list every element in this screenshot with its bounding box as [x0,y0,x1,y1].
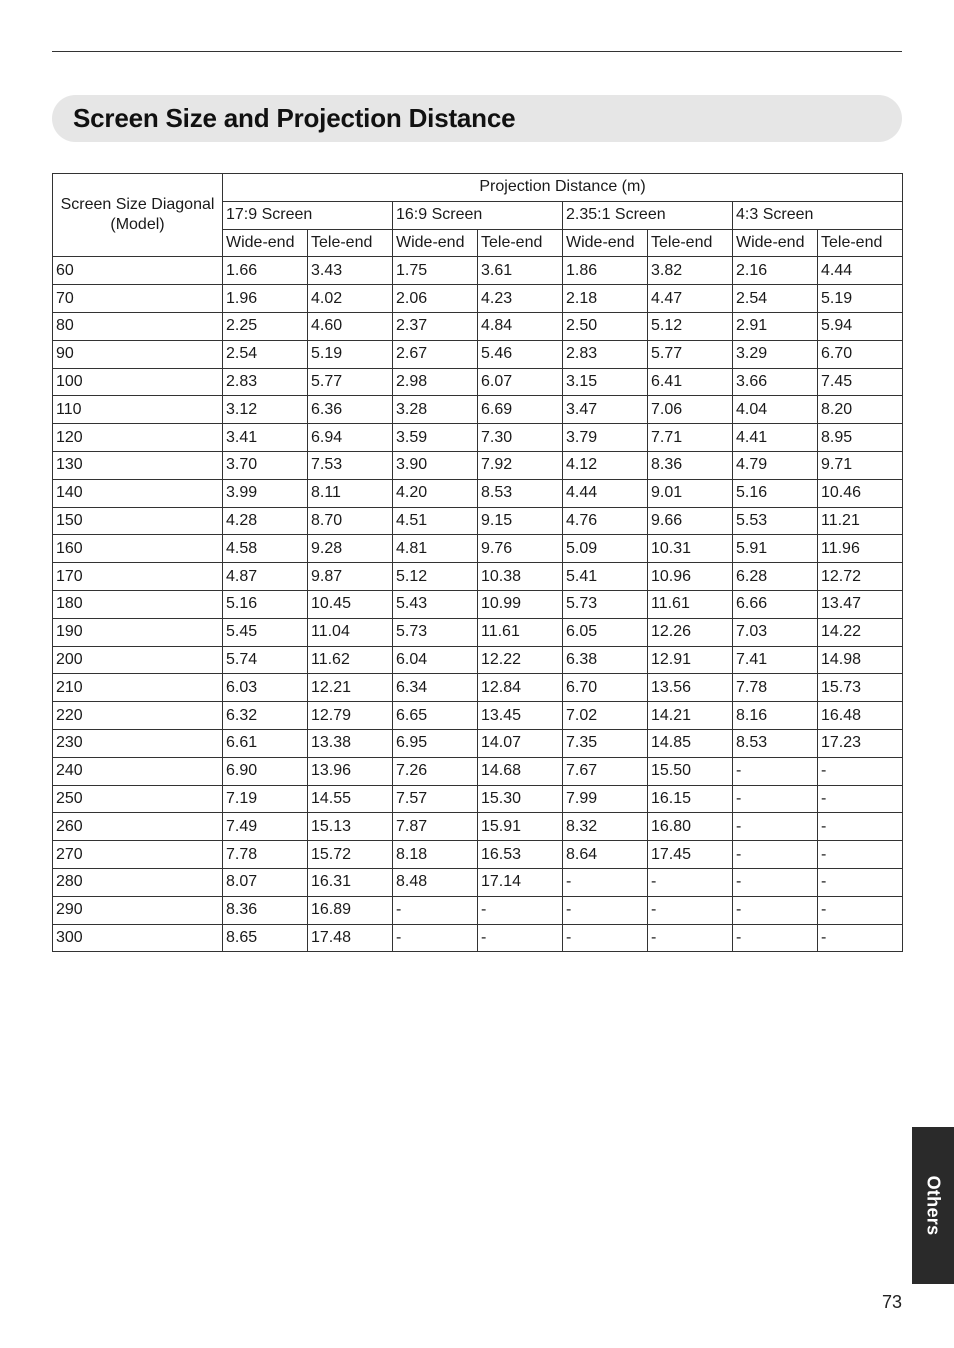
distance-cell: 4.20 [393,479,478,507]
distance-cell: 3.99 [223,479,308,507]
group-header-projection-distance: Projection Distance (m) [223,174,903,202]
distance-cell: 4.41 [733,424,818,452]
distance-cell: 6.28 [733,563,818,591]
distance-cell: 17.45 [648,841,733,869]
distance-cell: 4.12 [563,451,648,479]
screen-size-cell: 230 [53,729,223,757]
distance-cell: 5.19 [308,340,393,368]
distance-cell: 6.61 [223,729,308,757]
distance-cell: 8.18 [393,841,478,869]
screen-size-cell: 170 [53,563,223,591]
distance-cell: 15.72 [308,841,393,869]
table-row [53,841,903,869]
distance-cell: 3.43 [308,257,393,285]
distance-cell: 16.53 [478,841,563,869]
distance-cell: - [733,896,818,924]
table-row [53,785,903,813]
distance-cell: 6.32 [223,702,308,730]
distance-cell: 6.07 [478,368,563,396]
distance-cell: 6.94 [308,424,393,452]
table-row [53,312,903,340]
screen-size-cell: 250 [53,785,223,813]
distance-cell: 9.15 [478,507,563,535]
distance-cell: 3.29 [733,340,818,368]
distance-cell: 4.28 [223,507,308,535]
distance-cell: 14.55 [308,785,393,813]
distance-cell: 6.05 [563,618,648,646]
distance-cell: 16.31 [308,868,393,896]
screen-size-cell: 160 [53,535,223,563]
distance-cell: 4.02 [308,285,393,313]
distance-cell: 15.73 [818,674,903,702]
screen-size-cell: 150 [53,507,223,535]
top-rule [52,51,902,52]
distance-cell: 8.53 [733,729,818,757]
distance-cell: 8.64 [563,841,648,869]
distance-cell: 12.22 [478,646,563,674]
table-row [53,424,903,452]
distance-cell: 7.53 [308,451,393,479]
distance-cell: 13.45 [478,702,563,730]
distance-cell: 3.12 [223,396,308,424]
distance-cell: 2.83 [223,368,308,396]
distance-cell: 14.68 [478,757,563,785]
table-row [53,813,903,841]
distance-cell: 15.91 [478,813,563,841]
screen-size-cell: 100 [53,368,223,396]
table-row [53,618,903,646]
distance-cell: - [563,896,648,924]
distance-cell: - [733,868,818,896]
table-row [53,674,903,702]
distance-cell: 5.46 [478,340,563,368]
distance-cell: - [818,896,903,924]
section-title-band [52,95,902,142]
distance-cell: 5.73 [563,590,648,618]
distance-cell: - [478,924,563,952]
distance-cell: 6.70 [563,674,648,702]
distance-cell: 6.04 [393,646,478,674]
distance-cell: 14.85 [648,729,733,757]
distance-cell: 3.47 [563,396,648,424]
sub-header: Wide-end [223,229,308,257]
distance-cell: 4.76 [563,507,648,535]
page-title: Screen Size and Projection Distance [73,103,516,133]
distance-cell: 15.30 [478,785,563,813]
screen-size-cell: 110 [53,396,223,424]
corner-header-screen-size: Screen Size Diagonal (Model) [53,174,223,257]
distance-cell: 2.06 [393,285,478,313]
distance-cell: 14.21 [648,702,733,730]
distance-cell: 5.91 [733,535,818,563]
screen-size-cell: 120 [53,424,223,452]
distance-cell: 5.16 [223,590,308,618]
distance-cell: 11.62 [308,646,393,674]
table-row [53,479,903,507]
distance-cell: 7.87 [393,813,478,841]
table-row [53,535,903,563]
distance-cell: 2.50 [563,312,648,340]
distance-cell: - [478,896,563,924]
table-row [53,368,903,396]
distance-cell: 7.41 [733,646,818,674]
distance-cell: 8.07 [223,868,308,896]
table-row [53,896,903,924]
distance-cell: 3.79 [563,424,648,452]
distance-cell: 6.66 [733,590,818,618]
distance-cell: 9.71 [818,451,903,479]
distance-cell: 6.70 [818,340,903,368]
distance-cell: 8.95 [818,424,903,452]
distance-cell: 4.04 [733,396,818,424]
distance-cell: 7.78 [733,674,818,702]
distance-cell: 1.96 [223,285,308,313]
table-row [53,646,903,674]
distance-cell: 3.82 [648,257,733,285]
distance-cell: - [818,785,903,813]
distance-cell: 5.45 [223,618,308,646]
distance-cell: - [563,868,648,896]
section-side-tab [912,1127,954,1284]
distance-cell: 5.73 [393,618,478,646]
distance-cell: 17.23 [818,729,903,757]
distance-cell: 2.16 [733,257,818,285]
distance-cell: 9.87 [308,563,393,591]
distance-cell: 3.59 [393,424,478,452]
distance-cell: - [393,924,478,952]
distance-cell: - [818,868,903,896]
distance-cell: 2.91 [733,312,818,340]
distance-cell: 4.44 [818,257,903,285]
distance-cell: 5.16 [733,479,818,507]
distance-cell: 3.66 [733,368,818,396]
screen-size-cell: 260 [53,813,223,841]
distance-cell: 8.36 [223,896,308,924]
distance-cell: 8.53 [478,479,563,507]
distance-cell: - [563,924,648,952]
distance-cell: 10.99 [478,590,563,618]
distance-cell: 7.26 [393,757,478,785]
distance-cell: 6.90 [223,757,308,785]
screen-type-header: 17:9 Screen [223,201,393,229]
sub-header: Tele-end [478,229,563,257]
table-row [53,757,903,785]
page-number: 73 [881,1292,902,1312]
distance-cell: 7.06 [648,396,733,424]
distance-cell: 7.49 [223,813,308,841]
distance-cell: 11.04 [308,618,393,646]
distance-cell: - [733,924,818,952]
distance-cell: 5.43 [393,590,478,618]
distance-cell: 4.23 [478,285,563,313]
distance-cell: 3.61 [478,257,563,285]
distance-cell: 4.47 [648,285,733,313]
distance-cell: - [733,757,818,785]
distance-cell: 15.50 [648,757,733,785]
distance-cell: 7.19 [223,785,308,813]
screen-size-cell: 60 [53,257,223,285]
distance-cell: - [733,813,818,841]
distance-cell: 9.66 [648,507,733,535]
projection-distance-table [52,173,903,952]
distance-cell: - [818,813,903,841]
distance-cell: 16.48 [818,702,903,730]
distance-cell: - [733,841,818,869]
distance-cell: 5.19 [818,285,903,313]
sub-header: Tele-end [818,229,903,257]
distance-cell: 4.51 [393,507,478,535]
distance-cell: 4.58 [223,535,308,563]
screen-size-cell: 240 [53,757,223,785]
table-row [53,590,903,618]
sub-header: Wide-end [733,229,818,257]
distance-cell: 11.61 [648,590,733,618]
distance-cell: 2.83 [563,340,648,368]
distance-cell: 6.65 [393,702,478,730]
screen-size-cell: 300 [53,924,223,952]
distance-cell: 8.16 [733,702,818,730]
distance-cell: 11.61 [478,618,563,646]
distance-cell: 8.65 [223,924,308,952]
distance-cell: 3.28 [393,396,478,424]
distance-cell: 12.72 [818,563,903,591]
distance-cell: 5.41 [563,563,648,591]
distance-cell: 1.75 [393,257,478,285]
distance-cell: - [648,868,733,896]
distance-cell: 10.45 [308,590,393,618]
distance-cell: 6.38 [563,646,648,674]
screen-type-header: 4:3 Screen [733,201,903,229]
screen-size-cell: 140 [53,479,223,507]
screen-size-cell: 280 [53,868,223,896]
screen-size-cell: 90 [53,340,223,368]
distance-cell: 1.86 [563,257,648,285]
distance-cell: 9.28 [308,535,393,563]
distance-cell: 5.12 [648,312,733,340]
distance-cell: 8.32 [563,813,648,841]
screen-type-header: 16:9 Screen [393,201,563,229]
distance-cell: 12.91 [648,646,733,674]
distance-cell: 7.92 [478,451,563,479]
distance-cell: 12.26 [648,618,733,646]
table-row [53,257,903,285]
distance-cell: 7.35 [563,729,648,757]
distance-cell: 7.57 [393,785,478,813]
distance-cell: 5.74 [223,646,308,674]
distance-cell: 8.20 [818,396,903,424]
screen-size-cell: 70 [53,285,223,313]
screen-size-cell: 270 [53,841,223,869]
distance-cell: 4.60 [308,312,393,340]
distance-cell: 4.81 [393,535,478,563]
distance-cell: 2.37 [393,312,478,340]
table-row [53,868,903,896]
distance-cell: - [648,896,733,924]
screen-size-cell: 130 [53,451,223,479]
distance-cell: 6.34 [393,674,478,702]
distance-cell: 2.54 [733,285,818,313]
distance-cell: 2.67 [393,340,478,368]
table-row [53,396,903,424]
distance-cell: 3.15 [563,368,648,396]
distance-cell: 8.48 [393,868,478,896]
distance-cell: 6.69 [478,396,563,424]
distance-cell: 13.96 [308,757,393,785]
distance-cell: 17.14 [478,868,563,896]
distance-cell: 14.22 [818,618,903,646]
distance-cell: 7.71 [648,424,733,452]
distance-cell: 4.79 [733,451,818,479]
screen-size-cell: 190 [53,618,223,646]
distance-cell: 2.18 [563,285,648,313]
distance-cell: 12.21 [308,674,393,702]
distance-cell: 2.54 [223,340,308,368]
distance-cell: 13.38 [308,729,393,757]
distance-cell: 10.46 [818,479,903,507]
screen-size-cell: 180 [53,590,223,618]
distance-cell: 4.44 [563,479,648,507]
distance-cell: - [733,785,818,813]
distance-cell: 5.53 [733,507,818,535]
distance-cell: 7.45 [818,368,903,396]
table-row [53,285,903,313]
distance-cell: 8.70 [308,507,393,535]
distance-cell: - [818,841,903,869]
distance-cell: - [818,924,903,952]
screen-size-cell: 210 [53,674,223,702]
screen-type-header: 2.35:1 Screen [563,201,733,229]
distance-cell: 6.36 [308,396,393,424]
distance-cell: 6.03 [223,674,308,702]
distance-cell: 7.78 [223,841,308,869]
distance-cell: 10.96 [648,563,733,591]
distance-cell: 1.66 [223,257,308,285]
side-tab-label: Others [923,1175,944,1236]
distance-cell: 4.87 [223,563,308,591]
header-row-group [53,174,903,202]
distance-cell: 8.36 [648,451,733,479]
distance-cell: 14.07 [478,729,563,757]
distance-cell: 5.94 [818,312,903,340]
distance-cell: 12.79 [308,702,393,730]
table-row [53,340,903,368]
distance-cell: - [818,757,903,785]
distance-cell: 7.67 [563,757,648,785]
screen-size-cell: 200 [53,646,223,674]
distance-cell: 11.96 [818,535,903,563]
screen-size-cell: 220 [53,702,223,730]
distance-cell: 6.95 [393,729,478,757]
distance-cell: 7.30 [478,424,563,452]
distance-cell: 7.02 [563,702,648,730]
distance-cell: 9.01 [648,479,733,507]
screen-size-cell: 80 [53,312,223,340]
table-row [53,924,903,952]
distance-cell: 16.80 [648,813,733,841]
distance-cell: 7.99 [563,785,648,813]
distance-cell: 8.11 [308,479,393,507]
table-row [53,729,903,757]
distance-cell: 11.21 [818,507,903,535]
sub-header: Tele-end [308,229,393,257]
distance-cell: 6.41 [648,368,733,396]
screen-size-cell: 290 [53,896,223,924]
distance-cell: 3.90 [393,451,478,479]
distance-cell: 4.84 [478,312,563,340]
distance-cell: 10.38 [478,563,563,591]
distance-cell: 16.89 [308,896,393,924]
distance-cell: 17.48 [308,924,393,952]
table-header [53,174,903,257]
distance-cell: 5.77 [308,368,393,396]
distance-cell: 5.12 [393,563,478,591]
distance-cell: 13.47 [818,590,903,618]
distance-cell: 13.56 [648,674,733,702]
sub-header: Tele-end [648,229,733,257]
distance-cell: 12.84 [478,674,563,702]
distance-cell: 3.70 [223,451,308,479]
table-row [53,563,903,591]
distance-cell: 2.25 [223,312,308,340]
distance-cell: 16.15 [648,785,733,813]
distance-cell: 3.41 [223,424,308,452]
table-row [53,507,903,535]
distance-cell: 7.03 [733,618,818,646]
distance-cell: 14.98 [818,646,903,674]
distance-cell: 5.09 [563,535,648,563]
sub-header: Wide-end [563,229,648,257]
distance-cell: 15.13 [308,813,393,841]
distance-cell: 9.76 [478,535,563,563]
distance-cell: 10.31 [648,535,733,563]
table-body [53,257,903,952]
table-row [53,451,903,479]
distance-cell: - [393,896,478,924]
distance-cell: 2.98 [393,368,478,396]
table-row [53,702,903,730]
distance-cell: 5.77 [648,340,733,368]
distance-cell: - [648,924,733,952]
sub-header: Wide-end [393,229,478,257]
